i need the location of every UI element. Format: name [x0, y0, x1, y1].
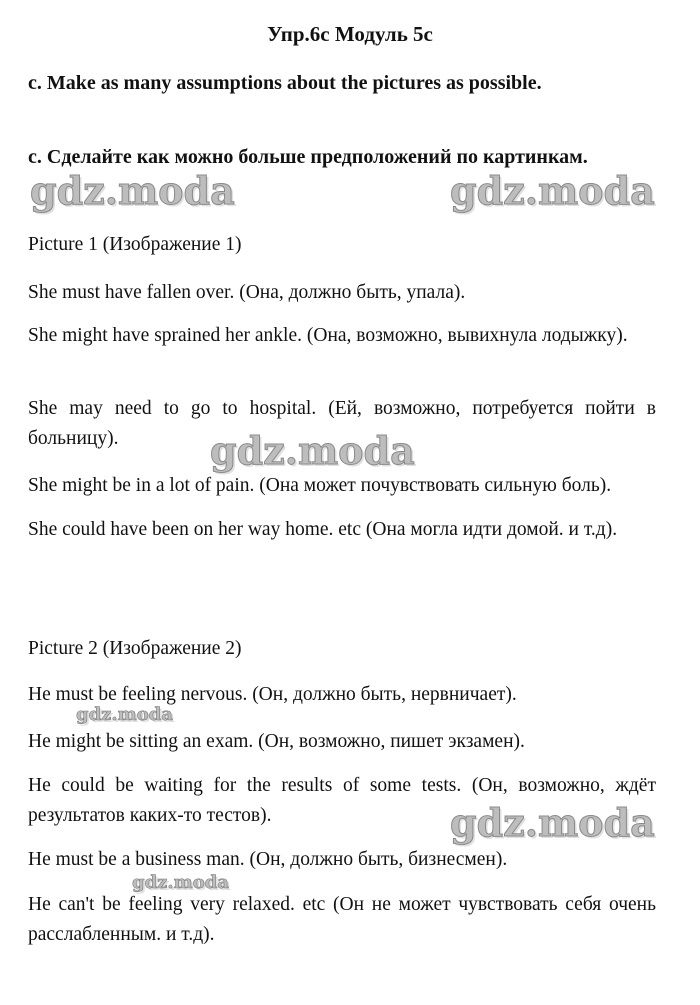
- picture-1-sentence: She may need to go to hospital. (Ей, возможно, потребуется пойти в больницу).: [28, 398, 656, 449]
- picture-1-sentence: She might be in a lot of pain. (Она может почувствовать сильную боль).: [28, 475, 612, 496]
- picture-1-sentence: She must have fallen over. (Она, должно быть, упала).: [28, 282, 466, 303]
- picture-2-sentence: He could be waiting for the results of some tests. (Он, возможно, ждёт результатов каких-то тестов).: [28, 775, 656, 826]
- page-title: Упр.6с Модуль 5с: [267, 22, 433, 46]
- watermark: gdz.moda: [76, 704, 173, 725]
- picture-1-label: Picture 1 (Изображение 1): [28, 234, 242, 255]
- picture-1-sentence: She could have been on her way home. etc (Она могла идти домой. и т.д).: [28, 519, 618, 540]
- heading-russian: с. Сделайте как можно больше предположений по картинкам.: [28, 146, 588, 168]
- picture-2-sentence: He must be a business man. (Он, должно быть, бизнесмен).: [28, 849, 508, 870]
- watermark: gdz.moda: [450, 168, 655, 213]
- picture-2-sentence: He must be feeling nervous. (Он, должно быть, нервничает).: [28, 684, 517, 705]
- picture-2-sentence: He can't be feeling very relaxed. etc (Он не может чувствовать себя очень расслабленным. и т.д).: [28, 894, 656, 945]
- watermark: gdz.moda: [450, 800, 655, 845]
- watermark: gdz.moda: [30, 168, 235, 213]
- picture-1-sentence: She might have sprained her ankle. (Она, возможно, вывихнула лодыжку).: [28, 325, 628, 346]
- watermark: gdz.moda: [132, 872, 229, 893]
- watermark: gdz.moda: [210, 428, 415, 473]
- heading-english: c. Make as many assumptions about the pictures as possible.: [28, 72, 542, 94]
- picture-2-sentence: He might be sitting an exam. (Он, возможно, пишет экзамен).: [28, 731, 525, 752]
- picture-2-label: Picture 2 (Изображение 2): [28, 638, 242, 659]
